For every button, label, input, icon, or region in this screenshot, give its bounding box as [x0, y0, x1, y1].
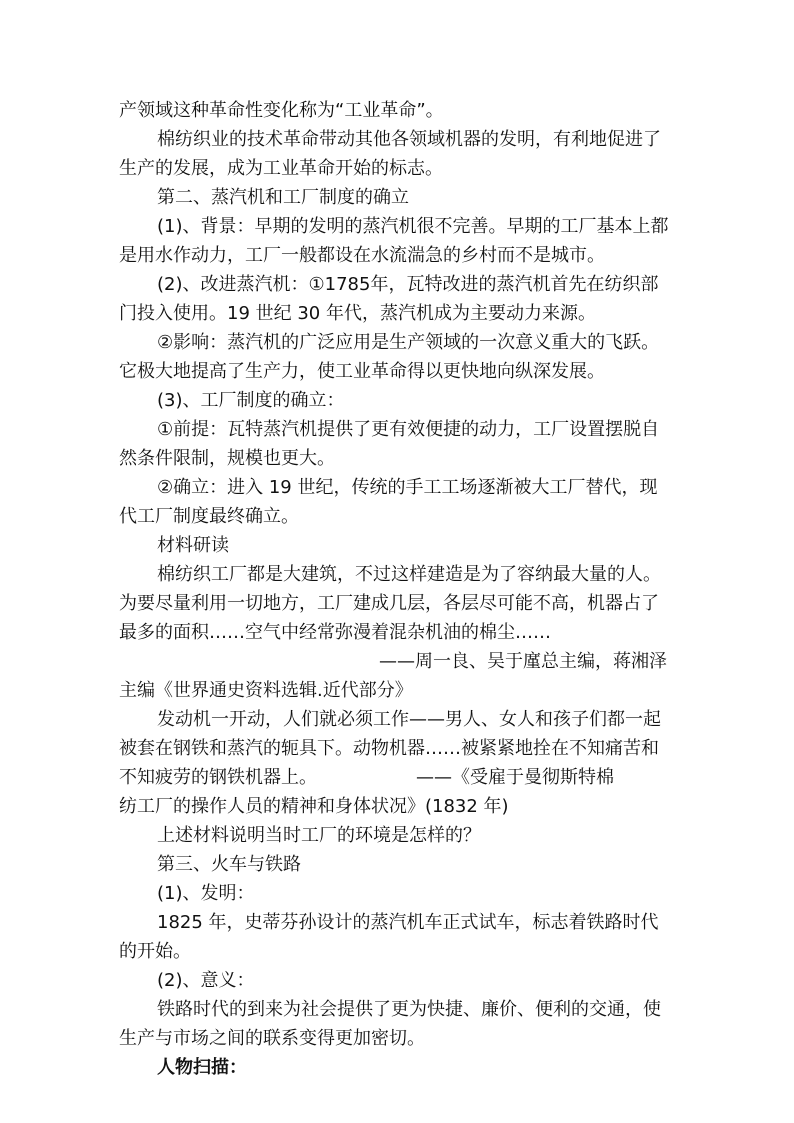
text-line: 铁路时代的到来为社会提供了更为快捷、廉价、便利的交通，使	[157, 999, 661, 1020]
text-line: 人物扫描：	[157, 1057, 247, 1078]
text-line: ①前提：瓦特蒸汽机提供了更有效便捷的动力，工厂设置摆脱自	[157, 419, 660, 440]
text-line: 主编《世界通史资料选辑.近代部分》	[119, 680, 413, 701]
text-line: 不知疲劳的钢铁机器上。 ——《受雇于曼彻斯特棉	[119, 767, 614, 788]
text-line: 棉纺织工厂都是大建筑，不过这样建造是为了容纳最大量的人。	[157, 564, 661, 585]
text-line: 纺工厂的操作人员的精神和身体状况》(1832 年)	[119, 796, 509, 817]
text-line: 门投入使用。19 世纪 30 年代，蒸汽机成为主要动力来源。	[119, 303, 596, 324]
text-line: 发动机一开动，人们就必须工作——男人、女人和孩子们都一起	[157, 709, 661, 730]
text-line: 然条件限制，规模也更大。	[119, 448, 335, 469]
document-body	[119, 96, 681, 1082]
text-line: 1825 年，史蒂芬孙设计的蒸汽机车正式试车，标志着铁路时代	[157, 912, 659, 933]
text-line: 第三、火车与铁路	[157, 854, 301, 875]
text-line: 最多的面积……空气中经常弥漫着混杂机油的棉尘……	[119, 622, 551, 643]
text-line: ②影响：蒸汽机的广泛应用是生产领域的一次意义重大的飞跃。	[157, 332, 660, 353]
text-line: 生产的发展，成为工业革命开始的标志。	[119, 158, 443, 179]
text-line: ②确立：进入 19 世纪，传统的手工工场逐渐被大工厂替代，现	[157, 477, 658, 498]
text-line: 是用水作动力，工厂一般都设在水流湍急的乡村而不是城市。	[119, 245, 605, 266]
text-line: (1)、发明：	[157, 883, 255, 904]
text-line: 产领域这种革命性变化称为“工业革命”。	[119, 100, 444, 121]
text-line: 它极大地提高了生产力，使工业革命得以更快地向纵深发展。	[119, 361, 605, 382]
text-line: 棉纺织业的技术革命带动其他各领域机器的发明，有利地促进了	[157, 129, 661, 150]
text-line: ——周一良、吴于廑总主编，蒋湘泽	[379, 651, 667, 672]
text-line: 为要尽量利用一切地方，工厂建成几层，各层尽可能不高，机器占了	[119, 593, 659, 614]
text-line: (2)、改进蒸汽机：①1785年，瓦特改进的蒸汽机首先在纺织部	[157, 274, 659, 295]
text-line: (2)、意义：	[157, 970, 255, 991]
text-line: 生产与市场之间的联系变得更加密切。	[119, 1028, 425, 1049]
text-line: (1)、背景：早期的发明的蒸汽机很不完善。早期的工厂基本上都	[157, 216, 669, 237]
text-line: 的开始。	[119, 941, 191, 962]
text-line: 材料研读	[157, 535, 229, 556]
text-line: 代工厂制度最终确立。	[119, 506, 299, 527]
text-line: 上述材料说明当时工厂的环境是怎样的？	[157, 825, 481, 846]
text-line: 被套在钢铁和蒸汽的轭具下。动物机器……被紧紧地拴在不知痛苦和	[119, 738, 659, 759]
text-line: (3)、工厂制度的确立：	[157, 390, 345, 411]
text-line: 第二、蒸汽机和工厂制度的确立	[157, 187, 409, 208]
